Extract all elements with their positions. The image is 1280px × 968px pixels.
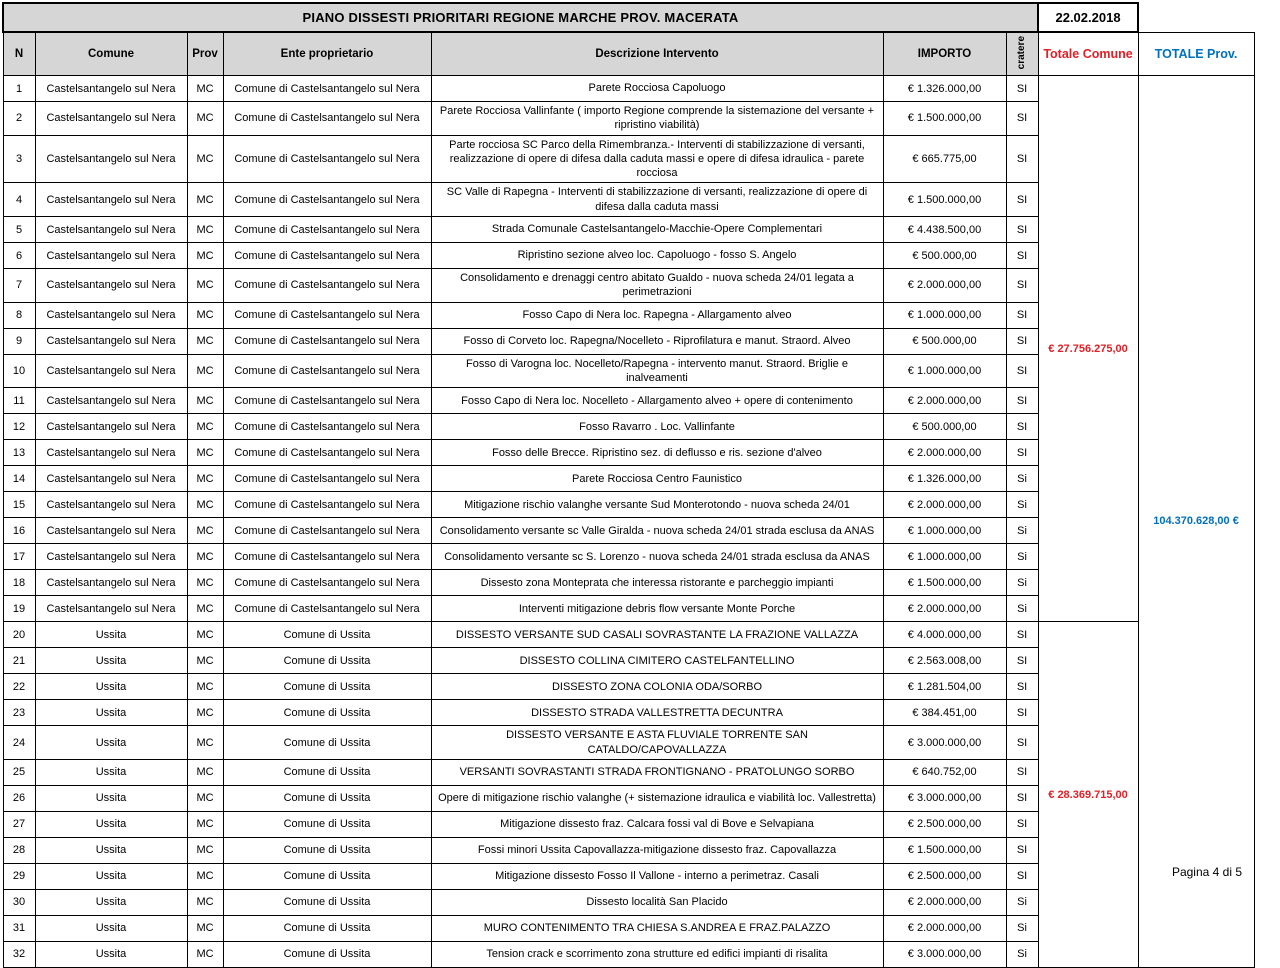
cell-cratere: Si	[1006, 570, 1038, 596]
cell-importo: € 2.500.000,00	[883, 863, 1006, 889]
col-header-comune: Comune	[35, 32, 187, 76]
cell-prov: MC	[187, 700, 223, 726]
page-title: PIANO DISSESTI PRIORITARI REGIONE MARCHE PROV. MACERATA	[3, 3, 1038, 32]
cell-importo: € 2.500.000,00	[883, 811, 1006, 837]
cell-descrizione: Parte rocciosa SC Parco della Rimembranza.- Interventi di stabilizzazione di versanti, realizzazione di opere di difesa dalla caduta massi e opere di difesa idraulica - parete rocciosa	[431, 135, 883, 183]
cell-descrizione: Parete Rocciosa Vallinfante ( importo Regione comprende la sistemazione del versante + ripristino viabilità)	[431, 102, 883, 136]
cell-descrizione: Mitigazione dissesto Fosso Il Vallone - interno a perimetraz. Casali	[431, 863, 883, 889]
cell-comune: Ussita	[35, 837, 187, 863]
cell-importo: € 1.000.000,00	[883, 302, 1006, 328]
cell-cratere: SI	[1006, 759, 1038, 785]
cell-descrizione: VERSANTI SOVRASTANTI STRADA FRONTIGNANO - PRATOLUNGO SORBO	[431, 759, 883, 785]
cell-importo: € 1.000.000,00	[883, 544, 1006, 570]
cell-cratere: Si	[1006, 544, 1038, 570]
cell-ente: Comune di Castelsantangelo sul Nera	[223, 492, 431, 518]
cell-ente: Comune di Castelsantangelo sul Nera	[223, 466, 431, 492]
cell-descrizione: MURO CONTENIMENTO TRA CHIESA S.ANDREA E FRAZ.PALAZZO	[431, 915, 883, 941]
totale-comune-cell: € 27.756.275,00	[1038, 76, 1138, 622]
cell-ente: Comune di Ussita	[223, 648, 431, 674]
dissesti-table	[2, 2, 1255, 968]
cell-ente: Comune di Castelsantangelo sul Nera	[223, 570, 431, 596]
cell-descrizione: Consolidamento versante sc S. Lorenzo - nuova scheda 24/01 strada esclusa da ANAS	[431, 544, 883, 570]
cell-importo: € 640.752,00	[883, 759, 1006, 785]
col-header-totale-comune: Totale Comune	[1038, 32, 1138, 76]
cell-ente: Comune di Ussita	[223, 785, 431, 811]
cell-n: 10	[3, 354, 35, 388]
cell-n: 21	[3, 648, 35, 674]
cell-cratere: SI	[1006, 76, 1038, 102]
cell-cratere: SI	[1006, 674, 1038, 700]
cell-cratere: SI	[1006, 414, 1038, 440]
cell-descrizione: Fosso delle Brecce. Ripristino sez. di deflusso e ris. sezione d'alveo	[431, 440, 883, 466]
cell-prov: MC	[187, 414, 223, 440]
cell-ente: Comune di Castelsantangelo sul Nera	[223, 388, 431, 414]
cell-importo: € 2.000.000,00	[883, 889, 1006, 915]
cratere-vertical-label: cratere	[1016, 35, 1028, 70]
cell-cratere: Si	[1006, 518, 1038, 544]
cell-ente: Comune di Castelsantangelo sul Nera	[223, 328, 431, 354]
cell-importo: € 1.000.000,00	[883, 518, 1006, 544]
cell-comune: Castelsantangelo sul Nera	[35, 135, 187, 183]
cell-importo: € 1.500.000,00	[883, 837, 1006, 863]
cell-ente: Comune di Castelsantangelo sul Nera	[223, 217, 431, 243]
cell-ente: Comune di Castelsantangelo sul Nera	[223, 102, 431, 136]
cell-importo: € 500.000,00	[883, 328, 1006, 354]
cell-descrizione: Consolidamento e drenaggi centro abitato Gualdo - nuova scheda 24/01 legata a perimetrazioni	[431, 269, 883, 303]
cell-prov: MC	[187, 837, 223, 863]
cell-ente: Comune di Ussita	[223, 726, 431, 760]
cell-prov: MC	[187, 328, 223, 354]
cell-comune: Castelsantangelo sul Nera	[35, 570, 187, 596]
cell-ente: Comune di Castelsantangelo sul Nera	[223, 183, 431, 217]
cell-n: 11	[3, 388, 35, 414]
cell-comune: Castelsantangelo sul Nera	[35, 596, 187, 622]
cell-comune: Castelsantangelo sul Nera	[35, 544, 187, 570]
col-header-prov: Prov	[187, 32, 223, 76]
cell-ente: Comune di Ussita	[223, 759, 431, 785]
cell-descrizione: Consolidamento versante sc Valle Giralda - nuova scheda 24/01 strada esclusa da ANAS	[431, 518, 883, 544]
cell-n: 12	[3, 414, 35, 440]
cell-n: 17	[3, 544, 35, 570]
cell-descrizione: Ripristino sezione alveo loc. Capoluogo - fosso S. Angelo	[431, 243, 883, 269]
cell-n: 25	[3, 759, 35, 785]
cell-descrizione: Parete Rocciosa Capoluogo	[431, 76, 883, 102]
cell-prov: MC	[187, 76, 223, 102]
cell-ente: Comune di Castelsantangelo sul Nera	[223, 243, 431, 269]
cell-comune: Ussita	[35, 785, 187, 811]
cell-importo: € 1.281.504,00	[883, 674, 1006, 700]
cell-n: 24	[3, 726, 35, 760]
col-header-descrizione: Descrizione Intervento	[431, 32, 883, 76]
cell-n: 27	[3, 811, 35, 837]
cell-cratere: Si	[1006, 466, 1038, 492]
cell-prov: MC	[187, 785, 223, 811]
cell-descrizione: Dissesto zona Monteprata che interessa ristorante e parcheggio impianti	[431, 570, 883, 596]
cell-cratere: SI	[1006, 811, 1038, 837]
cell-importo: € 384.451,00	[883, 700, 1006, 726]
cell-ente: Comune di Ussita	[223, 622, 431, 648]
cell-comune: Castelsantangelo sul Nera	[35, 243, 187, 269]
cell-n: 3	[3, 135, 35, 183]
cell-comune: Castelsantangelo sul Nera	[35, 183, 187, 217]
cell-comune: Castelsantangelo sul Nera	[35, 354, 187, 388]
cell-cratere: SI	[1006, 354, 1038, 388]
cell-ente: Comune di Ussita	[223, 889, 431, 915]
cell-prov: MC	[187, 863, 223, 889]
table-row	[3, 622, 1254, 648]
cell-descrizione: Strada Comunale Castelsantangelo-Macchie-Opere Complementari	[431, 217, 883, 243]
cell-n: 23	[3, 700, 35, 726]
table-row	[3, 76, 1254, 102]
cell-n: 9	[3, 328, 35, 354]
cell-descrizione: Interventi mitigazione debris flow versante Monte Porche	[431, 596, 883, 622]
cell-importo: € 2.000.000,00	[883, 388, 1006, 414]
totale-prov-cell: 104.370.628,00 €	[1138, 76, 1254, 968]
col-header-ente: Ente proprietario	[223, 32, 431, 76]
cell-importo: € 2.000.000,00	[883, 915, 1006, 941]
cell-cratere: SI	[1006, 135, 1038, 183]
cell-prov: MC	[187, 518, 223, 544]
cell-comune: Castelsantangelo sul Nera	[35, 440, 187, 466]
cell-n: 22	[3, 674, 35, 700]
cell-prov: MC	[187, 388, 223, 414]
cell-descrizione: DISSESTO STRADA VALLESTRETTA DECUNTRA	[431, 700, 883, 726]
cell-n: 2	[3, 102, 35, 136]
cell-descrizione: Mitigazione dissesto fraz. Calcara fossi val di Bove e Selvapiana	[431, 811, 883, 837]
cell-ente: Comune di Castelsantangelo sul Nera	[223, 76, 431, 102]
cell-n: 5	[3, 217, 35, 243]
cell-cratere: Si	[1006, 889, 1038, 915]
cell-prov: MC	[187, 726, 223, 760]
cell-importo: € 1.000.000,00	[883, 354, 1006, 388]
cell-importo: € 4.438.500,00	[883, 217, 1006, 243]
cell-ente: Comune di Castelsantangelo sul Nera	[223, 440, 431, 466]
cell-comune: Ussita	[35, 941, 187, 967]
cell-comune: Ussita	[35, 889, 187, 915]
cell-prov: MC	[187, 492, 223, 518]
cell-comune: Ussita	[35, 674, 187, 700]
cell-descrizione: DISSESTO VERSANTE SUD CASALI SOVRASTANTE LA FRAZIONE VALLAZZA	[431, 622, 883, 648]
cell-ente: Comune di Castelsantangelo sul Nera	[223, 354, 431, 388]
top-right-spacer	[1138, 3, 1254, 32]
cell-cratere: SI	[1006, 269, 1038, 303]
cell-comune: Ussita	[35, 811, 187, 837]
cell-prov: MC	[187, 102, 223, 136]
cell-prov: MC	[187, 217, 223, 243]
cell-importo: € 1.500.000,00	[883, 183, 1006, 217]
cell-cratere: SI	[1006, 388, 1038, 414]
cell-cratere: SI	[1006, 837, 1038, 863]
page-number: Pagina 4 di 5	[1171, 865, 1242, 879]
cell-cratere: SI	[1006, 243, 1038, 269]
cell-importo: € 1.500.000,00	[883, 102, 1006, 136]
cell-descrizione: Fosso di Varogna loc. Nocelleto/Rapegna - intervento manut. Straord. Briglie e inalveamenti	[431, 354, 883, 388]
cell-comune: Castelsantangelo sul Nera	[35, 269, 187, 303]
cell-comune: Castelsantangelo sul Nera	[35, 414, 187, 440]
table-header-row	[3, 32, 1254, 76]
cell-n: 32	[3, 941, 35, 967]
cell-prov: MC	[187, 596, 223, 622]
cell-n: 29	[3, 863, 35, 889]
cell-ente: Comune di Castelsantangelo sul Nera	[223, 596, 431, 622]
cell-importo: € 3.000.000,00	[883, 726, 1006, 760]
cell-importo: € 500.000,00	[883, 414, 1006, 440]
table-body	[3, 76, 1254, 968]
cell-comune: Castelsantangelo sul Nera	[35, 302, 187, 328]
cell-descrizione: DISSESTO COLLINA CIMITERO CASTELFANTELLINO	[431, 648, 883, 674]
cell-comune: Castelsantangelo sul Nera	[35, 102, 187, 136]
cell-cratere: SI	[1006, 102, 1038, 136]
cell-cratere: SI	[1006, 863, 1038, 889]
cell-descrizione: DISSESTO ZONA COLONIA ODA/SORBO	[431, 674, 883, 700]
cell-importo: € 1.326.000,00	[883, 76, 1006, 102]
cell-descrizione: SC Valle di Rapegna - Interventi di stabilizzazione di versanti, realizzazione di opere di difesa dalla caduta massi	[431, 183, 883, 217]
cell-n: 18	[3, 570, 35, 596]
cell-comune: Castelsantangelo sul Nera	[35, 217, 187, 243]
cell-prov: MC	[187, 243, 223, 269]
cell-prov: MC	[187, 570, 223, 596]
cell-cratere: SI	[1006, 328, 1038, 354]
cell-prov: MC	[187, 544, 223, 570]
cell-n: 30	[3, 889, 35, 915]
col-header-totale-prov: TOTALE Prov.	[1138, 32, 1254, 76]
cell-prov: MC	[187, 941, 223, 967]
cell-ente: Comune di Castelsantangelo sul Nera	[223, 518, 431, 544]
cell-importo: € 3.000.000,00	[883, 941, 1006, 967]
cell-ente: Comune di Ussita	[223, 700, 431, 726]
cell-ente: Comune di Castelsantangelo sul Nera	[223, 135, 431, 183]
cell-n: 8	[3, 302, 35, 328]
cell-cratere: SI	[1006, 622, 1038, 648]
cell-cratere: SI	[1006, 785, 1038, 811]
cell-descrizione: Fosso Capo di Nera loc. Rapegna - Allargamento alveo	[431, 302, 883, 328]
cell-cratere: SI	[1006, 700, 1038, 726]
totale-comune-cell: € 28.369.715,00	[1038, 622, 1138, 968]
cell-cratere: Si	[1006, 492, 1038, 518]
cell-ente: Comune di Castelsantangelo sul Nera	[223, 302, 431, 328]
cell-n: 7	[3, 269, 35, 303]
cell-comune: Castelsantangelo sul Nera	[35, 328, 187, 354]
cell-descrizione: Dissesto località San Placido	[431, 889, 883, 915]
cell-cratere: SI	[1006, 183, 1038, 217]
cell-descrizione: Fosso Ravarro . Loc. Vallinfante	[431, 414, 883, 440]
cell-comune: Ussita	[35, 759, 187, 785]
col-header-importo: IMPORTO	[883, 32, 1006, 76]
cell-cratere: SI	[1006, 440, 1038, 466]
cell-comune: Ussita	[35, 700, 187, 726]
cell-prov: MC	[187, 269, 223, 303]
cell-ente: Comune di Ussita	[223, 674, 431, 700]
cell-comune: Ussita	[35, 726, 187, 760]
cell-n: 15	[3, 492, 35, 518]
cell-comune: Ussita	[35, 622, 187, 648]
cell-n: 19	[3, 596, 35, 622]
cell-prov: MC	[187, 811, 223, 837]
cell-prov: MC	[187, 648, 223, 674]
cell-prov: MC	[187, 302, 223, 328]
cell-ente: Comune di Castelsantangelo sul Nera	[223, 414, 431, 440]
cell-cratere: SI	[1006, 217, 1038, 243]
cell-prov: MC	[187, 674, 223, 700]
title-row	[3, 3, 1254, 32]
cell-importo: € 3.000.000,00	[883, 785, 1006, 811]
cell-cratere: SI	[1006, 302, 1038, 328]
cell-comune: Ussita	[35, 863, 187, 889]
cell-cratere: Si	[1006, 596, 1038, 622]
cell-importo: € 4.000.000,00	[883, 622, 1006, 648]
cell-descrizione: Mitigazione rischio valanghe versante Sud Monterotondo - nuova scheda 24/01	[431, 492, 883, 518]
cell-importo: € 2.000.000,00	[883, 596, 1006, 622]
cell-comune: Ussita	[35, 648, 187, 674]
cell-n: 1	[3, 76, 35, 102]
cell-descrizione: Fosso Capo di Nera loc. Nocelleto - Allargamento alveo + opere di contenimento	[431, 388, 883, 414]
cell-n: 4	[3, 183, 35, 217]
cell-n: 28	[3, 837, 35, 863]
cell-descrizione: Opere di mitigazione rischio valanghe (+ sistemazione idraulica e viabilità loc. Vallestretta)	[431, 785, 883, 811]
cell-importo: € 2.000.000,00	[883, 492, 1006, 518]
cell-prov: MC	[187, 135, 223, 183]
cell-prov: MC	[187, 759, 223, 785]
cell-n: 16	[3, 518, 35, 544]
cell-cratere: Si	[1006, 915, 1038, 941]
col-header-cratere	[1006, 32, 1038, 76]
cell-prov: MC	[187, 440, 223, 466]
cell-descrizione: Parete Rocciosa Centro Faunistico	[431, 466, 883, 492]
cell-cratere: SI	[1006, 726, 1038, 760]
cell-ente: Comune di Ussita	[223, 863, 431, 889]
cell-n: 13	[3, 440, 35, 466]
cell-prov: MC	[187, 622, 223, 648]
cell-comune: Castelsantangelo sul Nera	[35, 492, 187, 518]
cell-n: 31	[3, 915, 35, 941]
cell-prov: MC	[187, 183, 223, 217]
cell-importo: € 1.500.000,00	[883, 570, 1006, 596]
cell-importo: € 2.000.000,00	[883, 269, 1006, 303]
cell-descrizione: Tension crack e scorrimento zona strutture ed edifici impianti di risalita	[431, 941, 883, 967]
cell-cratere: Si	[1006, 941, 1038, 967]
cell-importo: € 2.000.000,00	[883, 440, 1006, 466]
cell-comune: Castelsantangelo sul Nera	[35, 388, 187, 414]
cell-ente: Comune di Ussita	[223, 915, 431, 941]
cell-ente: Comune di Ussita	[223, 837, 431, 863]
cell-comune: Castelsantangelo sul Nera	[35, 466, 187, 492]
cell-ente: Comune di Ussita	[223, 811, 431, 837]
cell-importo: € 665.775,00	[883, 135, 1006, 183]
cell-prov: MC	[187, 466, 223, 492]
cell-ente: Comune di Castelsantangelo sul Nera	[223, 269, 431, 303]
cell-n: 14	[3, 466, 35, 492]
cell-comune: Castelsantangelo sul Nera	[35, 518, 187, 544]
cell-ente: Comune di Castelsantangelo sul Nera	[223, 544, 431, 570]
cell-descrizione: DISSESTO VERSANTE E ASTA FLUVIALE TORRENTE SAN CATALDO/CAPOVALLAZZA	[431, 726, 883, 760]
cell-comune: Castelsantangelo sul Nera	[35, 76, 187, 102]
cell-importo: € 500.000,00	[883, 243, 1006, 269]
cell-comune: Ussita	[35, 915, 187, 941]
cell-n: 26	[3, 785, 35, 811]
cell-n: 20	[3, 622, 35, 648]
cell-importo: € 1.326.000,00	[883, 466, 1006, 492]
cell-descrizione: Fossi minori Ussita Capovallazza-mitigazione dissesto fraz. Capovallazza	[431, 837, 883, 863]
report-date: 22.02.2018	[1038, 3, 1138, 32]
cell-prov: MC	[187, 354, 223, 388]
cell-descrizione: Fosso di Corveto loc. Rapegna/Nocelleto - Riprofilatura e manut. Straord. Alveo	[431, 328, 883, 354]
cell-cratere: SI	[1006, 648, 1038, 674]
cell-prov: MC	[187, 915, 223, 941]
cell-ente: Comune di Ussita	[223, 941, 431, 967]
cell-n: 6	[3, 243, 35, 269]
cell-importo: € 2.563.008,00	[883, 648, 1006, 674]
cell-prov: MC	[187, 889, 223, 915]
col-header-n: N	[3, 32, 35, 76]
